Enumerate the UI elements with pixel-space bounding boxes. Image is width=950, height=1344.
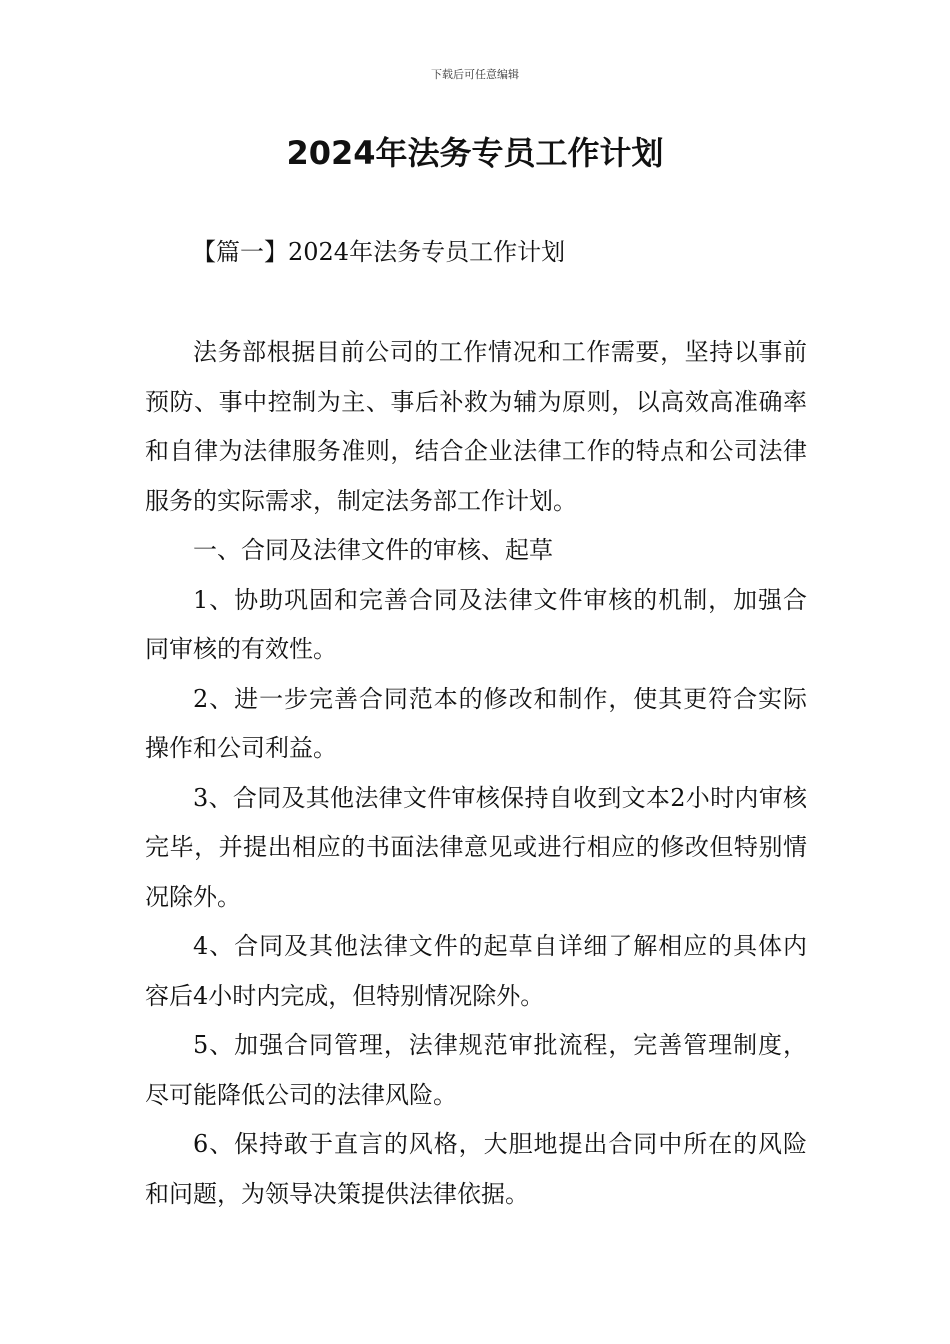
paragraph-item-1: 1、协助巩固和完善合同及法律文件审核的机制，加强合同审核的有效性。 [145, 585, 807, 663]
paragraph-intro: 法务部根据目前公司的工作情况和工作需要，坚持以事前预防、事中控制为主、事后补救为辅为原则，以高效高准确率和自律为法律服务准则，结合企业法律工作的特点和公司法律服务的实际需求，制定法务部工作计划。 [145, 338, 807, 515]
section-title: 【篇一】2024年法务专员工作计划 [192, 238, 566, 266]
paragraph-item-6: 6、保持敢于直言的风格，大胆地提出合同中所在的风险和问题，为领导决策提供法律依据。 [145, 1130, 807, 1208]
paragraph-item-3: 3、合同及其他法律文件审核保持自收到文本2小时内审核完毕，并提出相应的书面法律意见或进行相应的修改但特别情况除外。 [145, 783, 807, 911]
header-note: 下载后可任意编辑 [431, 68, 519, 81]
document-body [145, 328, 807, 1219]
paragraph-item-4: 4、合同及其他法律文件的起草自详细了解相应的具体内容后4小时内完成，但特别情况除外。 [145, 932, 807, 1010]
paragraph-item-5: 5、加强合同管理，法律规范审批流程，完善管理制度，尽可能降低公司的法律风险。 [145, 1031, 807, 1109]
paragraph-heading-contracts: 一、合同及法律文件的审核、起草 [193, 536, 553, 564]
paragraph-item-2: 2、进一步完善合同范本的修改和制作，使其更符合实际操作和公司利益。 [145, 684, 807, 762]
document-title: 2024年法务专员工作计划 [286, 134, 664, 172]
